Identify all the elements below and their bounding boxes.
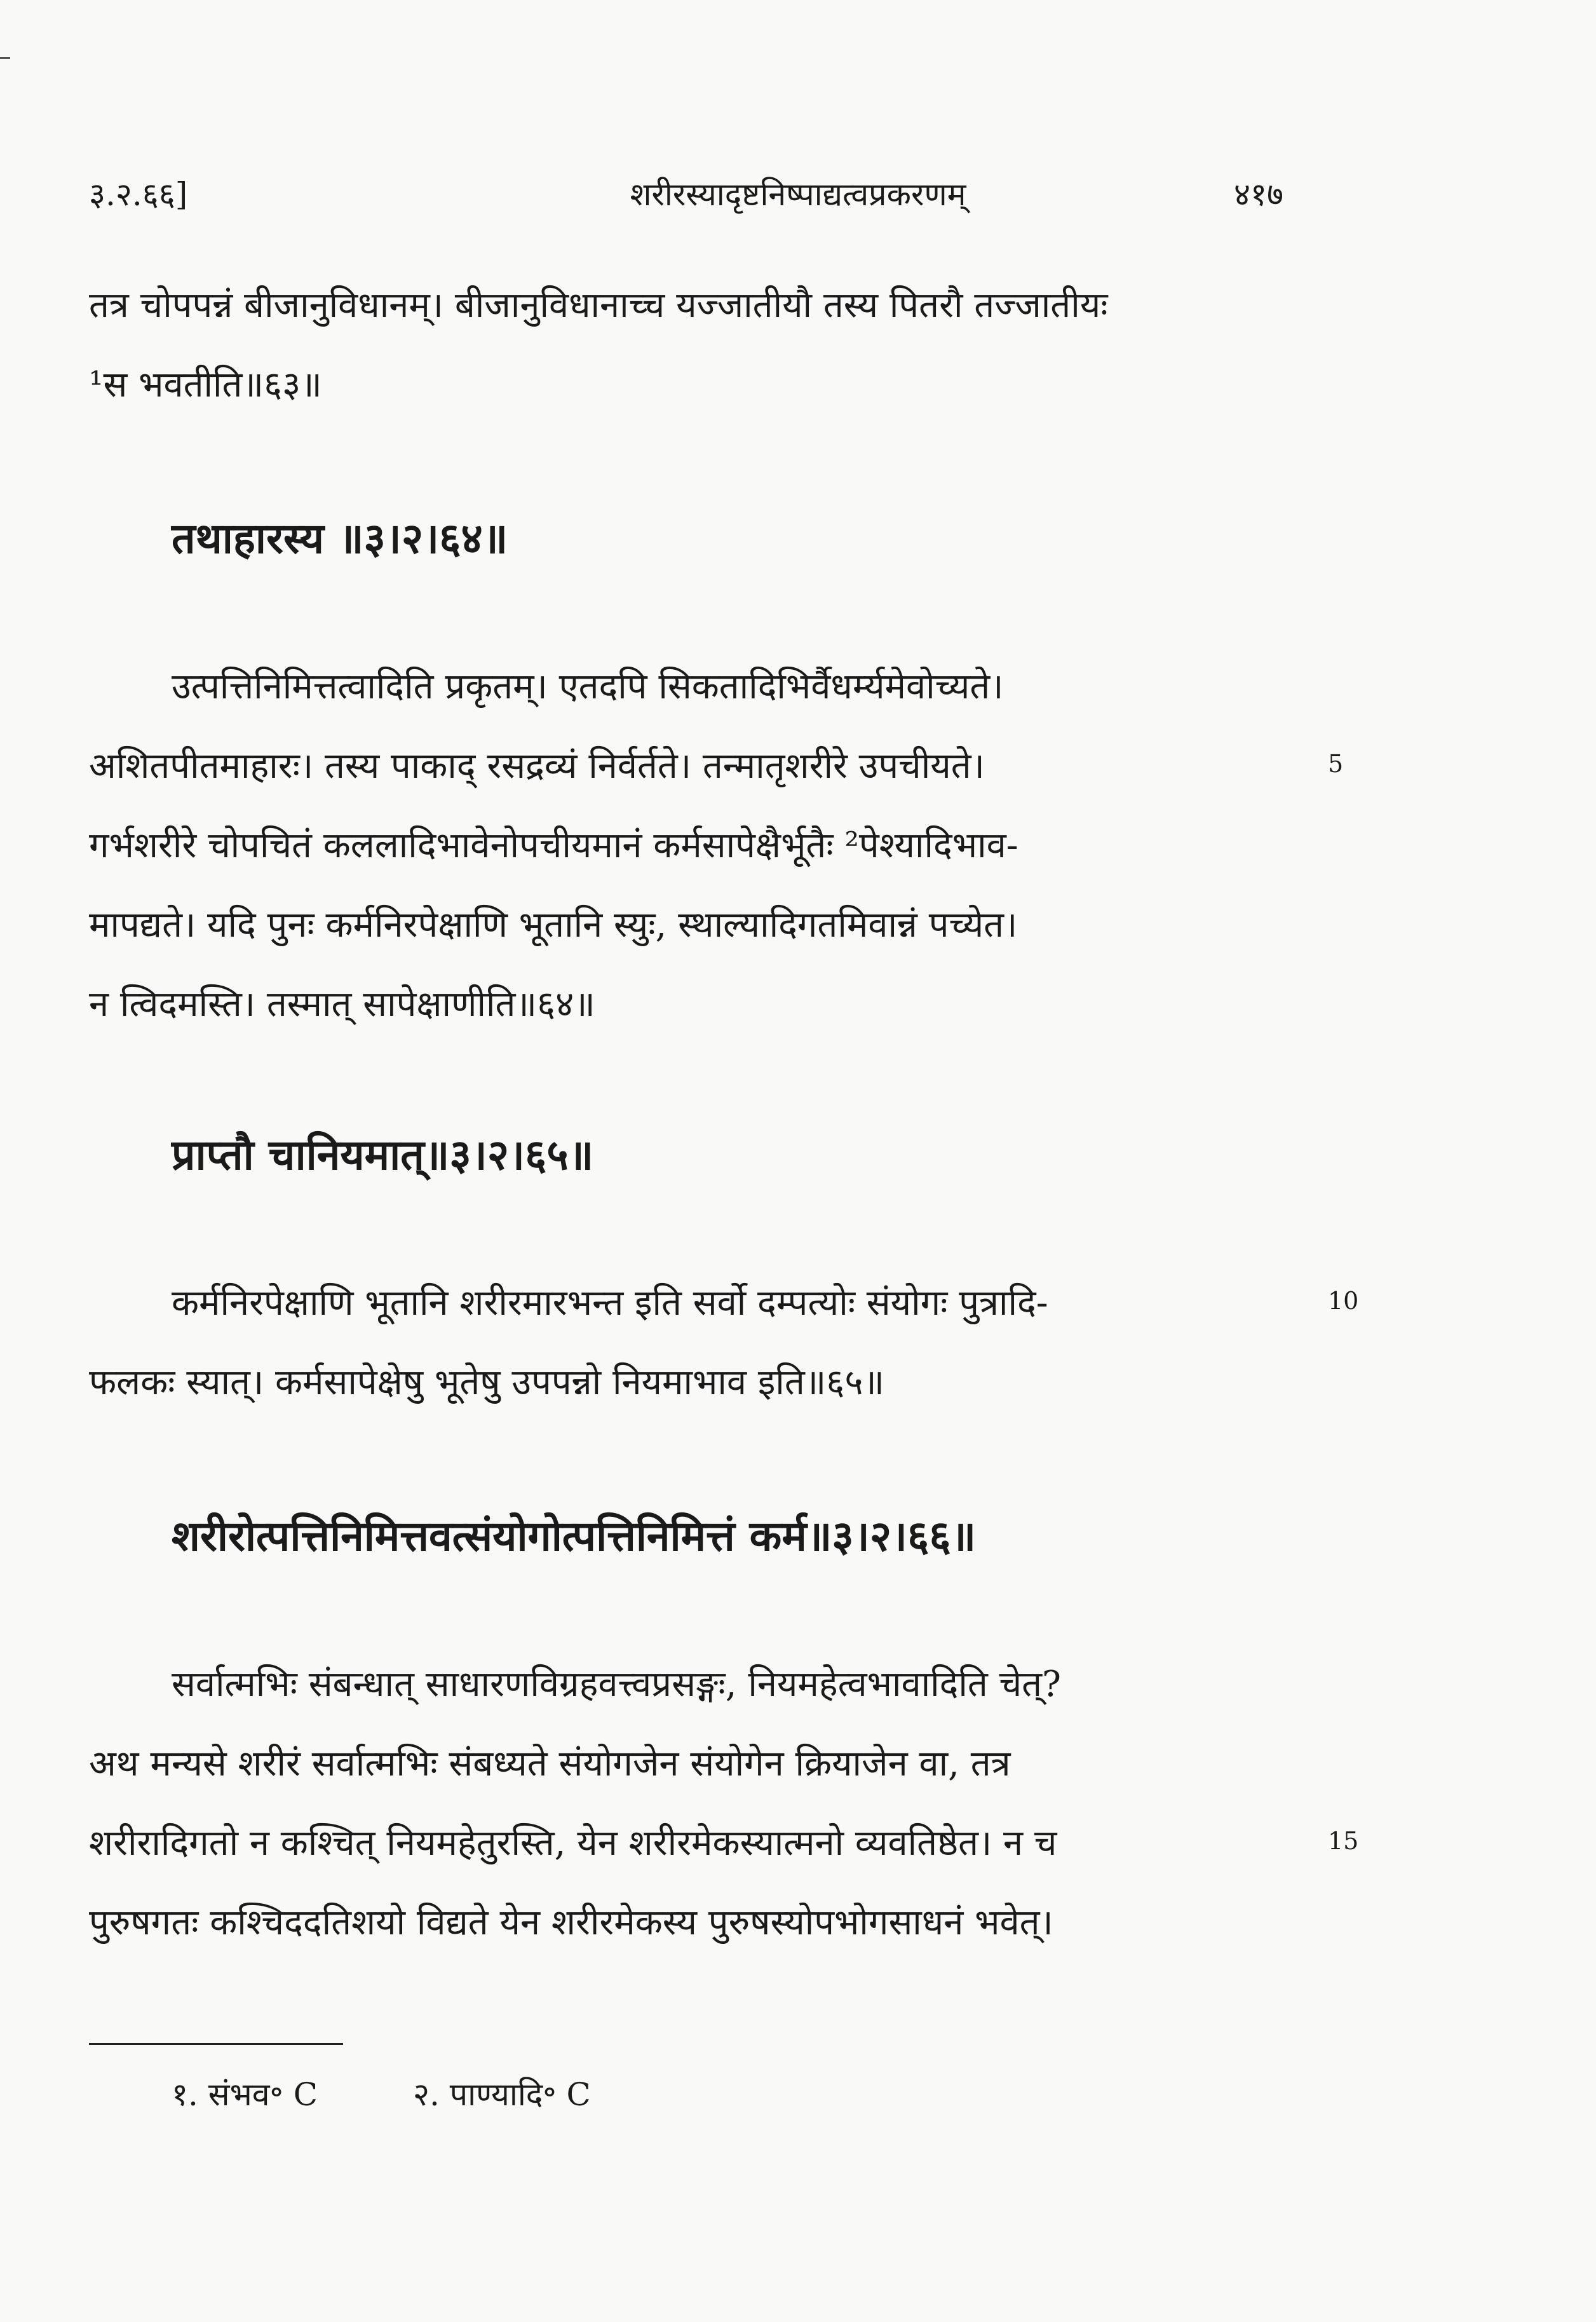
line-number-10: 10	[1328, 1287, 1359, 1315]
running-head-title: शरीरस्यादृष्टनिष्पाद्यत्वप्रकरणम्	[630, 176, 966, 213]
footnote-2: २. पाण्यादि॰ C	[413, 2076, 591, 2113]
text-line-8: कर्मनिरपेक्षाणि भूतानि शरीरमारभन्त इति सर्वो दम्पत्योः संयोगः पुत्रादि-	[172, 1282, 1048, 1324]
line-number-15: 15	[1328, 1827, 1359, 1855]
footnote-separator	[89, 2043, 343, 2045]
text-line-11: अथ मन्यसे शरीरं सर्वात्मभिः संबध्यते संयोगजेन संयोगेन क्रियाजेन वा, तत्र	[89, 1743, 1011, 1784]
text-line-13: पुरुषगतः कश्चिददतिशयो विद्यते येन शरीरमेकस्य पुरुषस्योपभोगसाधनं भवेत्।	[89, 1902, 1053, 1943]
text-line-12: शरीरादिगतो न कश्चित् नियमहेतुरस्ति, येन शरीरमेकस्यात्मनो व्यवतिष्ठेत। न च	[89, 1823, 1057, 1864]
text-line-2: ¹स भवतीति॥६३॥	[89, 364, 322, 405]
text-line-9: फलकः स्यात्। कर्मसापेक्षेषु भूतेषु उपपन्नो नियमाभाव इति॥६५॥	[89, 1362, 885, 1403]
text-line-6: मापद्यते। यदि पुनः कर्मनिरपेक्षाणि भूतानि स्युः, स्थाल्यादिगतमिवान्नं पच्येत।	[89, 904, 1018, 946]
line-number-5: 5	[1328, 750, 1344, 778]
page-number: ४१७	[1234, 176, 1283, 213]
text-line-5: गर्भशरीरे चोपचितं कललादिभावेनोपचीयमानं कर्मसापेक्षैर्भूतैः ²पेश्यादिभाव-	[89, 825, 1018, 866]
text-line-3: उत्पत्तिनिमित्तत्वादिति प्रकृतम्। एतदपि सिकतादिभिर्वैधर्म्यमेवोच्यते।	[172, 666, 1004, 707]
running-head-reference: ३.२.६६]	[89, 176, 188, 213]
text-line-7: न त्विदमस्ति। तस्मात् सापेक्षाणीति॥६४॥	[89, 984, 595, 1025]
sutra-heading-66: शरीरोत्पत्तिनिमित्तवत्संयोगोत्पत्तिनिमित्तं कर्म॥३।२।६६॥	[172, 1511, 977, 1561]
footnote-1: १. संभव॰ C	[172, 2076, 318, 2113]
text-line-1: तत्र चोपपन्नं बीजानुविधानम्। बीजानुविधानाच्च यज्जातीयौ तस्य पितरौ तज्जातीयः	[89, 285, 1108, 326]
text-line-4: अशितपीतमाहारः। तस्य पाकाद् रसद्रव्यं निर्वर्तते। तन्मातृशरीरे उपचीयते।	[89, 745, 985, 787]
text-line-10: सर्वात्मभिः संबन्धात् साधारणविग्रहवत्त्वप्रसङ्गः, नियमहेत्वभावादिति चेत्?	[172, 1664, 1062, 1705]
sutra-heading-65: प्राप्तौ चानियमात्॥३।२।६५॥	[172, 1130, 594, 1179]
scan-edge-mark	[0, 57, 10, 59]
sutra-heading-64: तथाहारस्य ॥३।२।६४॥	[172, 513, 508, 563]
